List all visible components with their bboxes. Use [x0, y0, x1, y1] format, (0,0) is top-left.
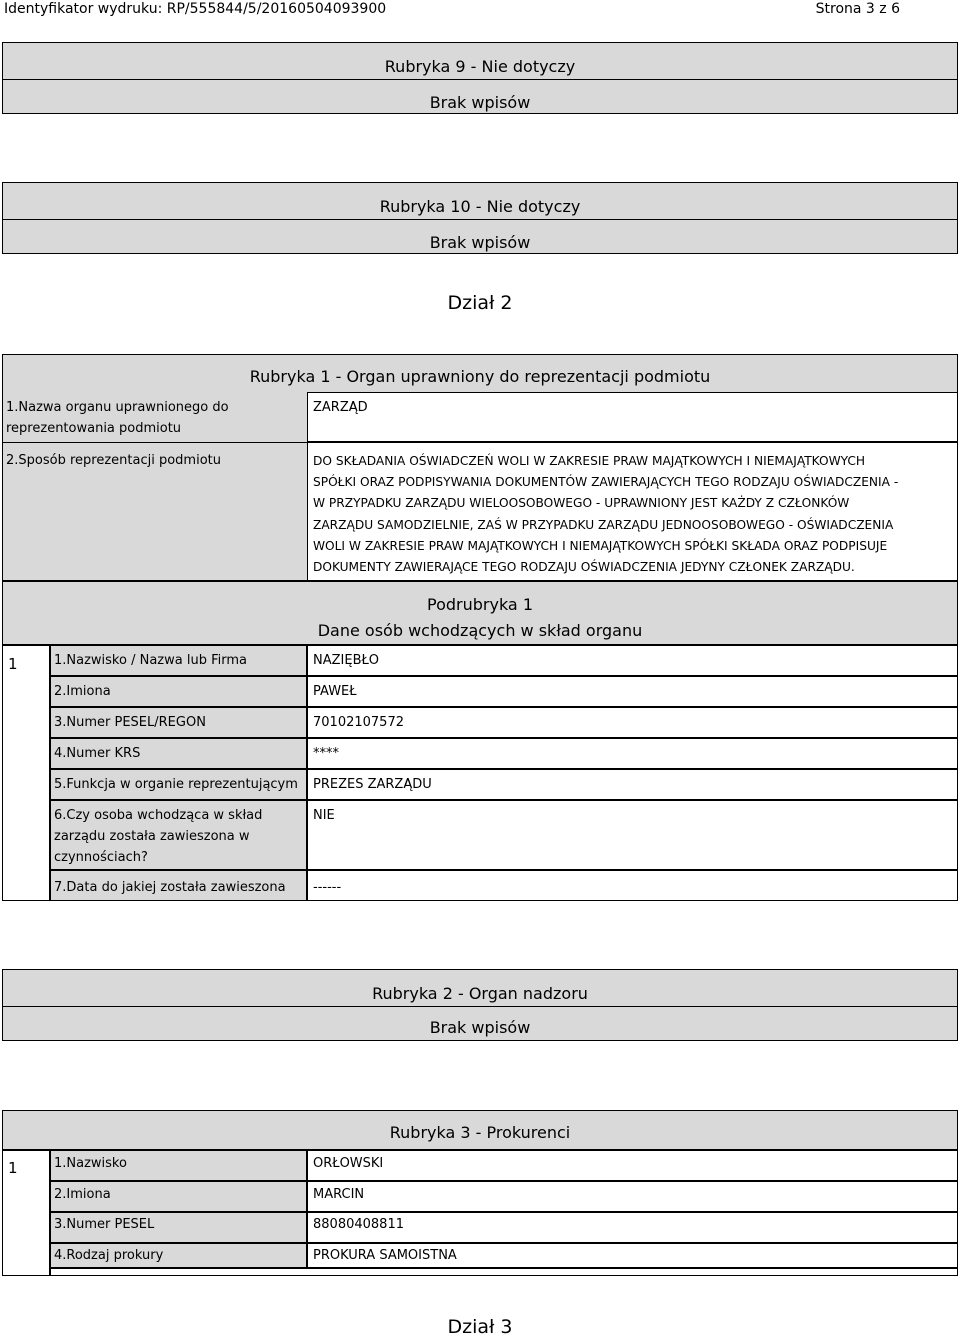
rubryka10-empty: Brak wpisów: [429, 233, 531, 252]
prokurent-row-4-label: 4.Rodzaj prokury: [54, 1248, 164, 1263]
dzial3-title: Dział 3: [447, 1316, 513, 1338]
rubryka1-title: Rubryka 1 - Organ uprawniony do reprezentacji podmiotu: [249, 367, 711, 386]
person-row-3-value-cell: [307, 707, 958, 738]
prokurent-row-3-label: 3.Numer PESEL: [54, 1217, 155, 1232]
rubryka1-field2-line-1: DO SKŁADANIA OŚWIADCZEŃ WOLI W ZAKRESIE PRAW MAJĄTKOWYCH I NIEMAJĄTKOWYCH: [313, 454, 866, 468]
person-row-7-label: 7.Data do jakiej została zawieszona: [54, 880, 286, 895]
person-row-6-label-line-1: 6.Czy osoba wchodząca w skład: [54, 808, 263, 823]
rubryka9-title: Rubryka 9 - Nie dotyczy: [384, 57, 576, 76]
person-row-3-value: 70102107572: [313, 715, 404, 730]
person-row-1-label: 1.Nazwisko / Nazwa lub Firma: [54, 653, 247, 668]
person-row-4-value-cell: [307, 738, 958, 769]
person-row-3-label: 3.Numer PESEL/REGON: [54, 715, 206, 730]
person-row-7-value: ------: [313, 880, 342, 895]
person-row-4-label: 4.Numer KRS: [54, 746, 141, 761]
person-row-2-label: 2.Imiona: [54, 684, 111, 699]
podrubryka1-title: Podrubryka 1: [427, 595, 533, 614]
prokurent-row-2-value-cell: [307, 1181, 958, 1212]
person-row-6-value-cell: [307, 800, 958, 870]
page-number: Strona 3 z 6: [815, 1, 900, 17]
prokurent-row-3-value-cell: [307, 1212, 958, 1243]
person-row-1-value-cell: [307, 645, 958, 676]
rubryka1-field2-line-2: SPÓŁKI ORAZ PODPISYWANIA DOKUMENTÓW ZAWIERAJĄCYCH TEGO RODZAJU OŚWIADCZENIA -: [313, 475, 899, 489]
rubryka2-empty: Brak wpisów: [429, 1018, 531, 1037]
person-row-1-value: NAZIĘBŁO: [313, 653, 380, 668]
prokurent-row-1-value: ORŁOWSKI: [313, 1156, 384, 1171]
prokurent-row-4-value: PROKURA SAMOISTNA: [313, 1248, 457, 1263]
person-row-7-value-cell: [307, 870, 958, 901]
prokurent-row-1-label: 1.Nazwisko: [54, 1156, 127, 1171]
person-row-6-label-line-2: zarządu została zawieszona w: [54, 829, 250, 844]
rubryka1-field1-value: ZARZĄD: [313, 400, 368, 415]
rubryka1-field2-line-4: ZARZĄDU SAMODZIELNIE, ZAŚ W PRZYPADKU ZARZĄDU JEDNOOSOBOWEGO - OŚWIADCZENIA: [313, 518, 894, 532]
rubryka2-title: Rubryka 2 - Organ nadzoru: [372, 984, 588, 1003]
rubryka9-section: [2, 42, 958, 114]
rubryka10-section: [2, 182, 958, 254]
person-row-2-value-cell: [307, 676, 958, 707]
rubryka3-header: [2, 1110, 958, 1150]
prokurent-row-2-value: MARCIN: [313, 1187, 365, 1202]
rubryka1-field1-value-cell: [307, 392, 958, 442]
person-row-6-value: NIE: [313, 808, 335, 823]
print-identifier: Identyfikator wydruku: RP/555844/5/20160504093900: [4, 1, 387, 17]
podrubryka1-index: 1: [8, 655, 18, 673]
rubryka1-field2-line-5: WOLI W ZAKRESIE PRAW MAJĄTKOWYCH I NIEMAJĄTKOWYCH SPÓŁKI SKŁADA ORAZ PODPISUJE: [313, 539, 888, 553]
person-row-2-value: PAWEŁ: [313, 684, 357, 699]
rubryka10-title: Rubryka 10 - Nie dotyczy: [379, 197, 581, 216]
rubryka2-section: [2, 969, 958, 1041]
rubryka3-title: Rubryka 3 - Prokurenci: [389, 1123, 571, 1142]
person-row-6-label-line-3: czynnościach?: [54, 850, 148, 865]
person-row-4-value: ****: [313, 746, 339, 761]
dzial2-title: Dział 2: [447, 292, 513, 314]
podrubryka1-subtitle: Dane osób wchodzących w skład organu: [317, 621, 643, 640]
prokurent-row-2-label: 2.Imiona: [54, 1187, 111, 1202]
rubryka9-empty: Brak wpisów: [429, 93, 531, 112]
person-row-5-label: 5.Funkcja w organie reprezentującym: [54, 777, 298, 792]
person-row-5-value: PREZES ZARZĄDU: [313, 777, 432, 792]
rubryka1-field2-line-6: DOKUMENTY ZAWIERAJĄCE TEGO RODZAJU OŚWIADCZENIA JEDYNY CZŁONEK ZARZĄDU.: [313, 560, 855, 574]
podrubryka1-header: [2, 581, 958, 645]
podrubryka1-index-cell: [2, 645, 50, 901]
prokurent-row-5-empty: [50, 1268, 958, 1276]
rubryka1-field2-line-3: W PRZYPADKU ZARZĄDU WIELOOSOBOWEGO - UPRAWNIONY JEST KAŻDY Z CZŁONKÓW: [313, 496, 850, 510]
prokurent-row-3-value: 88080408811: [313, 1217, 404, 1232]
prokurent-row-1-value-cell: [307, 1150, 958, 1181]
rubryka1-field1-label: 1.Nazwa organu uprawnionego do reprezentowania podmiotu: [6, 400, 229, 436]
rubryka1-field2-label: 2.Sposób reprezentacji podmiotu: [6, 453, 221, 468]
rubryka3-index: 1: [8, 1159, 18, 1177]
